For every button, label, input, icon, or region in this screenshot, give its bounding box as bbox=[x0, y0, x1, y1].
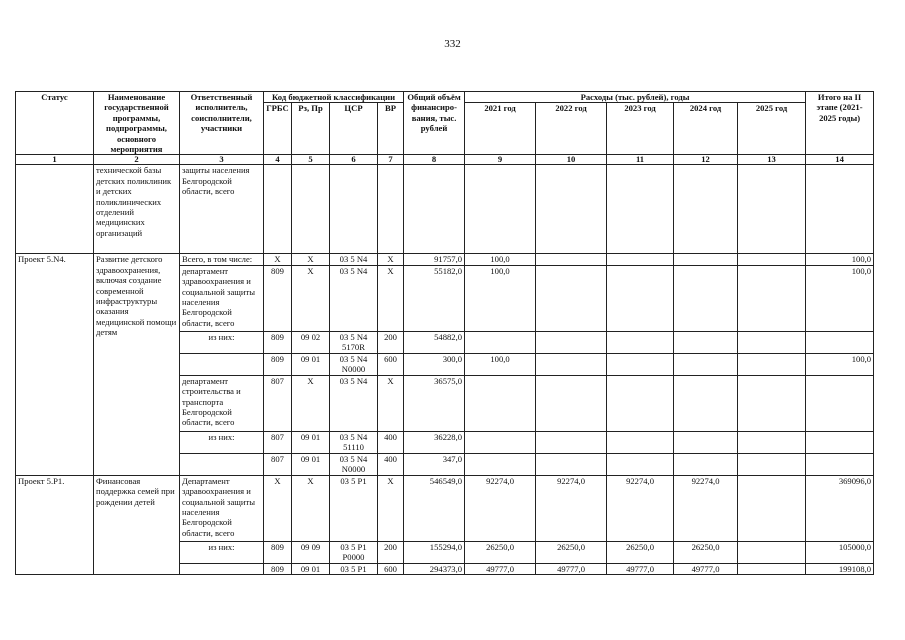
responsible-cell bbox=[180, 453, 264, 475]
responsible-cell: департамент здравоохранения и социальной защиты населения Белгородской области, всего bbox=[180, 265, 264, 331]
csr-cell: 03 5 N4 bbox=[330, 375, 378, 431]
year-2024-cell: 49777,0 bbox=[674, 563, 738, 574]
header-rzpr: Рз, Пр bbox=[292, 103, 330, 155]
csr-cell: 03 5 N4 5170R bbox=[330, 331, 378, 353]
grbs-cell: 807 bbox=[264, 431, 292, 453]
year-2021-cell bbox=[465, 453, 536, 475]
stage-total-cell: 369096,0 bbox=[806, 475, 874, 541]
header-vr: ВР bbox=[378, 103, 404, 155]
col-number: 11 bbox=[607, 155, 674, 165]
status-cell: Проект 5.N4. bbox=[16, 254, 94, 475]
rzpr-cell: 09 01 bbox=[292, 431, 330, 453]
stage-total-cell bbox=[806, 431, 874, 453]
column-number-row bbox=[16, 155, 874, 165]
name-cell: Развитие детского здравоохранения, включая создание современной инфраструктуры оказания медицинской помощи детям bbox=[94, 254, 180, 475]
header-stage-total: Итого на II этапе (2021-2025 годы) bbox=[806, 92, 874, 155]
csr-cell: 03 5 P1 bbox=[330, 475, 378, 541]
year-2021-cell bbox=[465, 431, 536, 453]
grbs-cell: X bbox=[264, 475, 292, 541]
header-expenses: Расходы (тыс. рублей), годы bbox=[465, 92, 806, 103]
year-2021-cell: 100,0 bbox=[465, 353, 536, 375]
header-2023: 2023 год bbox=[607, 103, 674, 155]
header-csr: ЦСР bbox=[330, 103, 378, 155]
total-cell: 546549,0 bbox=[404, 475, 465, 541]
total-cell: 347,0 bbox=[404, 453, 465, 475]
stage-total-cell bbox=[806, 331, 874, 353]
vr-cell: 200 bbox=[378, 331, 404, 353]
status-cell bbox=[16, 165, 94, 254]
vr-cell: X bbox=[378, 375, 404, 431]
year-2021-cell bbox=[465, 331, 536, 353]
col-number: 4 bbox=[264, 155, 292, 165]
year-2021-cell: 92274,0 bbox=[465, 475, 536, 541]
csr-cell: 03 5 N4 bbox=[330, 265, 378, 331]
responsible-cell: из них: bbox=[180, 541, 264, 563]
year-2022-cell: 26250,0 bbox=[536, 541, 607, 563]
header-name: Наименование государственной программы, подпрограммы, основного мероприятия bbox=[94, 92, 180, 155]
total-cell: 300,0 bbox=[404, 353, 465, 375]
rzpr-cell: 09 02 bbox=[292, 331, 330, 353]
csr-cell: 03 5 N4 bbox=[330, 254, 378, 265]
year-2021-cell: 100,0 bbox=[465, 254, 536, 265]
col-number: 1 bbox=[16, 155, 94, 165]
header-responsible: Ответственный исполнитель, соисполнители, участники bbox=[180, 92, 264, 155]
year-2023-cell: 92274,0 bbox=[607, 475, 674, 541]
table-row bbox=[16, 165, 874, 254]
year-2022-cell: 92274,0 bbox=[536, 475, 607, 541]
stage-total-cell bbox=[806, 453, 874, 475]
total-cell: 36228,0 bbox=[404, 431, 465, 453]
year-2021-cell: 26250,0 bbox=[465, 541, 536, 563]
grbs-cell: 807 bbox=[264, 453, 292, 475]
rzpr-cell: X bbox=[292, 265, 330, 331]
rzpr-cell: 09 09 bbox=[292, 541, 330, 563]
responsible-cell bbox=[180, 353, 264, 375]
header-status: Статус bbox=[16, 92, 94, 155]
rzpr-cell: 09 01 bbox=[292, 563, 330, 574]
total-cell: 294373,0 bbox=[404, 563, 465, 574]
responsible-cell: департамент строительства и транспорта Белгородской области, всего bbox=[180, 375, 264, 431]
rzpr-cell: X bbox=[292, 475, 330, 541]
total-cell: 155294,0 bbox=[404, 541, 465, 563]
csr-cell: 03 5 P1 bbox=[330, 563, 378, 574]
responsible-cell: из них: bbox=[180, 431, 264, 453]
col-number: 2 bbox=[94, 155, 180, 165]
year-2021-cell bbox=[465, 375, 536, 431]
stage-total-cell: 100,0 bbox=[806, 265, 874, 331]
col-number: 7 bbox=[378, 155, 404, 165]
col-number: 13 bbox=[738, 155, 806, 165]
csr-cell: 03 5 P1 P0000 bbox=[330, 541, 378, 563]
col-number: 3 bbox=[180, 155, 264, 165]
col-number: 6 bbox=[330, 155, 378, 165]
table-row bbox=[16, 254, 874, 265]
responsible-cell: защиты населения Белгородской области, всего bbox=[180, 165, 264, 254]
vr-cell: 400 bbox=[378, 453, 404, 475]
stage-total-cell: 100,0 bbox=[806, 353, 874, 375]
csr-cell: 03 5 N4 N0000 bbox=[330, 353, 378, 375]
year-2023-cell: 26250,0 bbox=[607, 541, 674, 563]
total-cell: 91757,0 bbox=[404, 254, 465, 265]
vr-cell: X bbox=[378, 265, 404, 331]
responsible-cell bbox=[180, 563, 264, 574]
rzpr-cell: 09 01 bbox=[292, 453, 330, 475]
total-cell: 36575,0 bbox=[404, 375, 465, 431]
csr-cell: 03 5 N4 N0000 bbox=[330, 453, 378, 475]
header-2022: 2022 год bbox=[536, 103, 607, 155]
total-cell: 54882,0 bbox=[404, 331, 465, 353]
header-2025: 2025 год bbox=[738, 103, 806, 155]
grbs-cell: 807 bbox=[264, 375, 292, 431]
year-2024-cell: 92274,0 bbox=[674, 475, 738, 541]
year-2022-cell: 49777,0 bbox=[536, 563, 607, 574]
stage-total-cell bbox=[806, 375, 874, 431]
csr-cell: 03 5 N4 51110 bbox=[330, 431, 378, 453]
vr-cell: X bbox=[378, 475, 404, 541]
year-2021-cell: 49777,0 bbox=[465, 563, 536, 574]
table-row bbox=[16, 475, 874, 541]
total-cell: 55182,0 bbox=[404, 265, 465, 331]
stage-total-cell: 199108,0 bbox=[806, 563, 874, 574]
name-cell: технической базы детских поликлиник и детских поликлинических отделений медицинских организаций bbox=[94, 165, 180, 254]
vr-cell: X bbox=[378, 254, 404, 265]
header-grbs: ГРБС bbox=[264, 103, 292, 155]
status-cell: Проект 5.P1. bbox=[16, 475, 94, 574]
stage-total-cell: 105000,0 bbox=[806, 541, 874, 563]
col-number: 10 bbox=[536, 155, 607, 165]
col-number: 12 bbox=[674, 155, 738, 165]
year-2024-cell: 26250,0 bbox=[674, 541, 738, 563]
vr-cell: 600 bbox=[378, 563, 404, 574]
responsible-cell: Всего, в том числе: bbox=[180, 254, 264, 265]
responsible-cell: из них: bbox=[180, 331, 264, 353]
col-number: 5 bbox=[292, 155, 330, 165]
col-number: 14 bbox=[806, 155, 874, 165]
grbs-cell: 809 bbox=[264, 563, 292, 574]
year-2023-cell: 49777,0 bbox=[607, 563, 674, 574]
stage-total-cell: 100,0 bbox=[806, 254, 874, 265]
header-budget-code: Код бюджетной классификации bbox=[264, 92, 404, 103]
grbs-cell: 809 bbox=[264, 541, 292, 563]
name-cell: Финансовая поддержка семей при рождении детей bbox=[94, 475, 180, 574]
grbs-cell: 809 bbox=[264, 353, 292, 375]
responsible-cell: Департамент здравоохранения и социальной защиты населения Белгородской области, всего bbox=[180, 475, 264, 541]
rzpr-cell: 09 01 bbox=[292, 353, 330, 375]
vr-cell: 600 bbox=[378, 353, 404, 375]
vr-cell: 200 bbox=[378, 541, 404, 563]
col-number: 9 bbox=[465, 155, 536, 165]
header-2021: 2021 год bbox=[465, 103, 536, 155]
rzpr-cell: X bbox=[292, 254, 330, 265]
budget-table bbox=[15, 91, 874, 575]
year-2021-cell: 100,0 bbox=[465, 265, 536, 331]
grbs-cell: 809 bbox=[264, 265, 292, 331]
vr-cell: 400 bbox=[378, 431, 404, 453]
grbs-cell: X bbox=[264, 254, 292, 265]
header-2024: 2024 год bbox=[674, 103, 738, 155]
rzpr-cell: X bbox=[292, 375, 330, 431]
col-number: 8 bbox=[404, 155, 465, 165]
grbs-cell: 809 bbox=[264, 331, 292, 353]
header-total: Общий объём финансиро-вания, тыс. рублей bbox=[404, 92, 465, 155]
page-number: 332 bbox=[444, 38, 461, 50]
